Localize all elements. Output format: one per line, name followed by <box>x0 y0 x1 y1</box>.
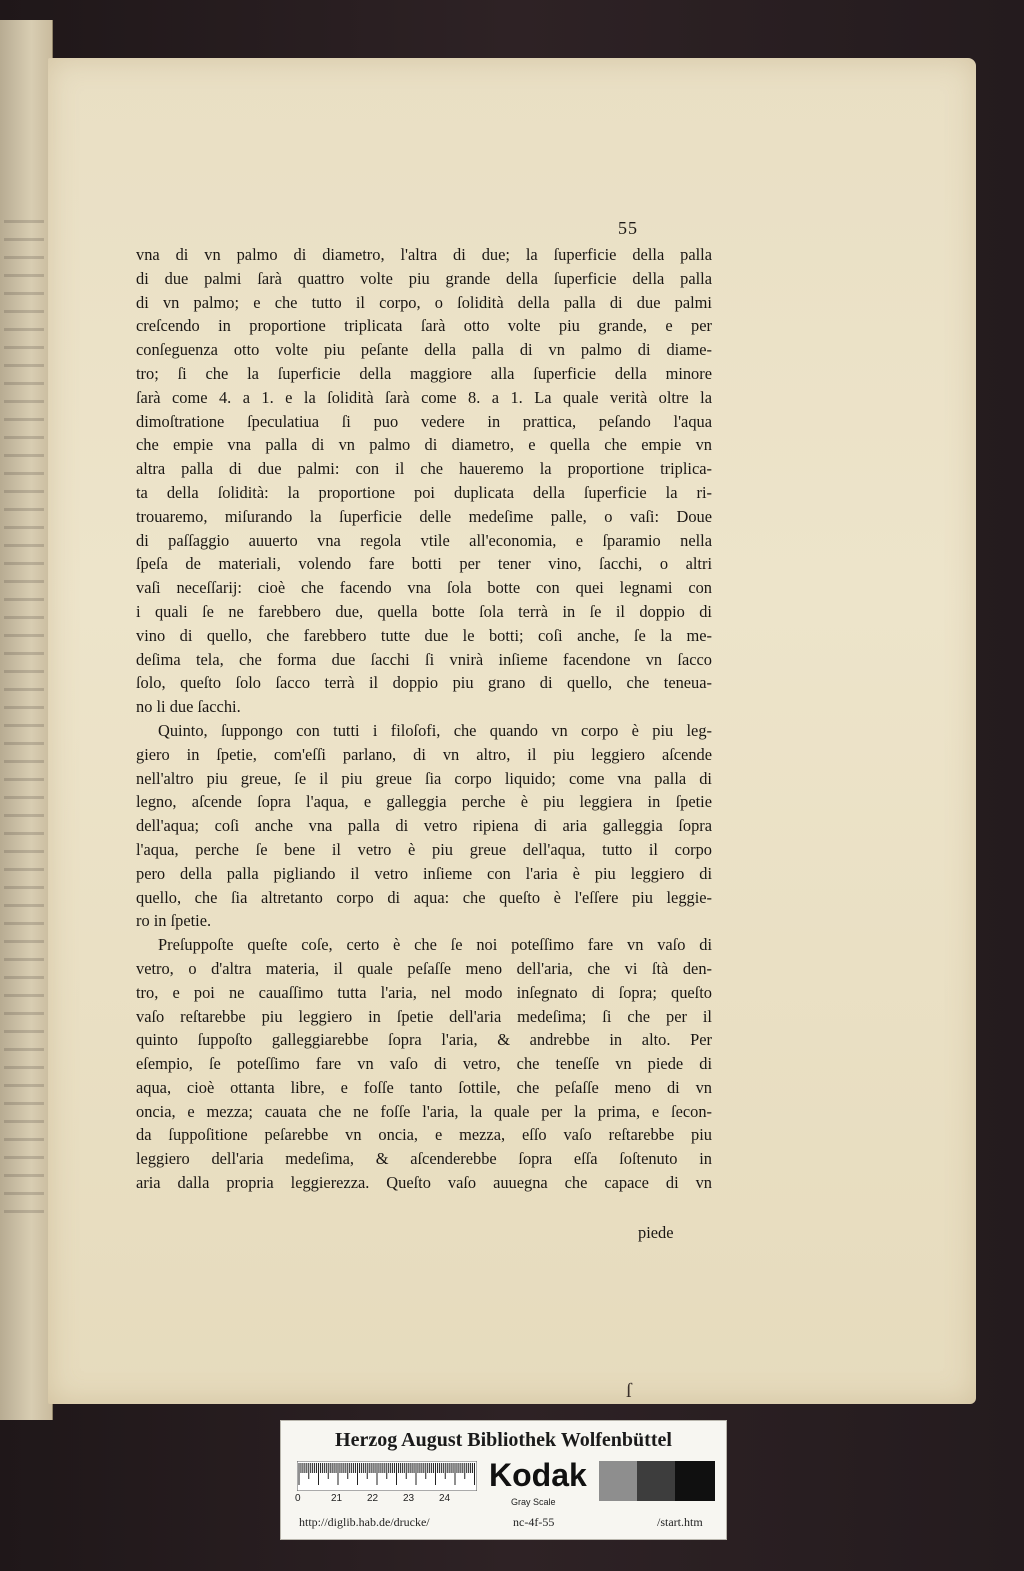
text-line: conſeguenza otto volte piu peſante della palla di vn palmo di diame- <box>136 340 712 360</box>
text-line: creſcendo in proportione triplicata ſarà otto volte piu grande, e per <box>136 316 712 336</box>
text-line: ſpeſa de materiali, volendo fare botti per tener vino, ſacchi, o altri <box>136 554 712 574</box>
text-line: eſempio, ſe poteſſimo fare vn vaſo di vetro, che teneſſe vn piede di <box>136 1054 712 1074</box>
ruler-number: 24 <box>439 1493 451 1504</box>
ink-mark: ſ <box>626 1380 632 1402</box>
text-line: tro, e poi ne cauaſſimo tutta l'aria, nel modo inſegnato di ſopra; queſto <box>136 982 712 1002</box>
library-name: Herzog August Bibliothek Wolfenbüttel <box>335 1429 672 1451</box>
book-page <box>48 58 976 1404</box>
gray-swatch-light <box>599 1461 637 1501</box>
page-number: 55 <box>618 218 638 238</box>
text-line: no li due ſacchi. <box>136 697 241 717</box>
text-line: quello, che ſia altretanto corpo di aqua: che queſto è l'eſſere piu leggie- <box>136 887 712 907</box>
text-line: i quali ſe ne farebbero due, quella botte ſola terrà in ſe il doppio di <box>136 601 712 621</box>
gray-scale-label: Gray Scale <box>511 1497 556 1507</box>
text-line: vaſo reſtarebbe piu leggiero in ſpetie dell'aria medeſima; ſi che per il <box>136 1006 712 1026</box>
text-line: che empie vna palla di vn palmo di diametro, e quella che empie vn <box>136 435 712 455</box>
ruler-number: 23 <box>403 1493 415 1504</box>
text-line: ſarà come 4. a 1. e la ſolidità ſarà come 8. a 1. La quale verità oltre la <box>136 387 712 407</box>
text-line: ſolo, queſto ſolo ſacco terrà il doppio piu grano di quello, che teneua- <box>136 673 712 693</box>
facing-page-edge <box>0 20 53 1420</box>
text-line: leggiero dell'aria medeſima, & aſcenderebbe ſopra eſſa ſoſtenuto in <box>136 1149 712 1169</box>
text-line: di due palmi ſarà quattro volte piu grande della ſuperficie della palla <box>136 268 712 288</box>
gray-scale-swatches <box>599 1461 715 1501</box>
library-banner <box>280 1420 727 1540</box>
gray-swatch-dark <box>675 1461 715 1501</box>
kodak-logo: Kodak <box>489 1457 587 1493</box>
text-line: pero della palla pigliando il vetro inſieme con l'aria è piu leggiero di <box>136 863 712 883</box>
text-line: vino di quello, che farebbero tutte due le botti; coſi anche, ſe la me- <box>136 625 712 645</box>
ruler-number: 0 <box>295 1493 301 1504</box>
text-line: oncia, e mezza; cauata che ne foſſe l'aria, la quale per la prima, e ſecon- <box>136 1101 712 1121</box>
text-line: nell'altro piu greue, ſe il piu greue ſia corpo liquido; come vna palla di <box>136 768 712 788</box>
url-id: nc-4f-55 <box>513 1515 555 1529</box>
text-line: tro; ſi che la ſuperficie della maggiore alla ſuperficie della minore <box>136 363 712 383</box>
text-line: trouaremo, miſurando la ſuperficie delle medeſime palle, o vaſi: Doue <box>136 506 712 526</box>
text-line: di paſſaggio auuerto vna regola vtile all'economia, e ſparamio nella <box>136 530 712 550</box>
text-line: Quinto, ſuppongo con tutti i filoſofi, che quando vn corpo è piu leg- <box>158 720 712 740</box>
text-line: aqua, cioè ottanta libre, e foſſe tanto ſottile, che peſaſſe meno di vn <box>136 1077 712 1097</box>
text-line: legno, aſcende ſopra l'aqua, e galleggia perche è piu leggiera in ſpetie <box>136 792 712 812</box>
text-line: giero in ſpetie, com'eſſi parlano, di vn altro, il piu leggiero aſcende <box>136 744 712 764</box>
text-line: deſima tela, che forma due ſacchi ſi vnirà inſieme facendone vn ſacco <box>136 649 712 669</box>
text-line: dell'aqua; coſi anche vna palla di vetro ripiena di aria galleggia ſopra <box>136 816 712 836</box>
ruler-scale-icon <box>297 1461 477 1491</box>
text-line: ta della ſolidità: la proportione poi duplicata della ſuperficie la ri- <box>136 482 712 502</box>
text-line: aria dalla propria leggierezza. Queſto vaſo auuegna che capace di vn <box>136 1173 712 1193</box>
text-line: altra palla di due palmi: con il che haueremo la proportione triplica- <box>136 459 712 479</box>
gray-swatch-mid <box>637 1461 675 1501</box>
text-line: da ſuppoſitione peſarebbe vn oncia, e mezza, eſſo vaſo reſtarebbe piu <box>136 1125 712 1145</box>
text-line: vetro, o d'altra materia, il quale peſaſſe meno dell'aria, che vi ſtà den- <box>136 958 712 978</box>
catchword: piede <box>638 1223 674 1242</box>
text-line: vaſi neceſſarij: cioè che facendo vna ſola botte con quei legnami con <box>136 578 712 598</box>
text-line: di vn palmo; e che tutto il corpo, o ſolidità della palla di due palmi <box>136 292 712 312</box>
text-line: Preſuppoſte queſte coſe, certo è che ſe noi poteſſimo fare vn vaſo di <box>158 935 712 955</box>
facing-page-text-bleed <box>4 220 44 1220</box>
ruler-number: 22 <box>367 1493 379 1504</box>
text-line: quinto ſuppoſto galleggiarebbe ſopra l'aria, & andrebbe in alto. Per <box>136 1030 712 1050</box>
url-suffix: /start.htm <box>657 1515 703 1529</box>
text-line: l'aqua, perche ſe bene il vetro è piu greue dell'aqua, tutto il corpo <box>136 839 712 859</box>
text-line: ro in ſpetie. <box>136 911 212 931</box>
text-line: vna di vn palmo di diametro, l'altra di due; la ſuperficie della palla <box>136 245 712 264</box>
url-base: http://diglib.hab.de/drucke/ <box>299 1515 430 1529</box>
text-line: dimoſtratione ſpeculatiua ſi puo vedere in prattica, peſando l'aqua <box>136 411 712 431</box>
body-text <box>136 243 712 1195</box>
ruler-number: 21 <box>331 1493 343 1504</box>
